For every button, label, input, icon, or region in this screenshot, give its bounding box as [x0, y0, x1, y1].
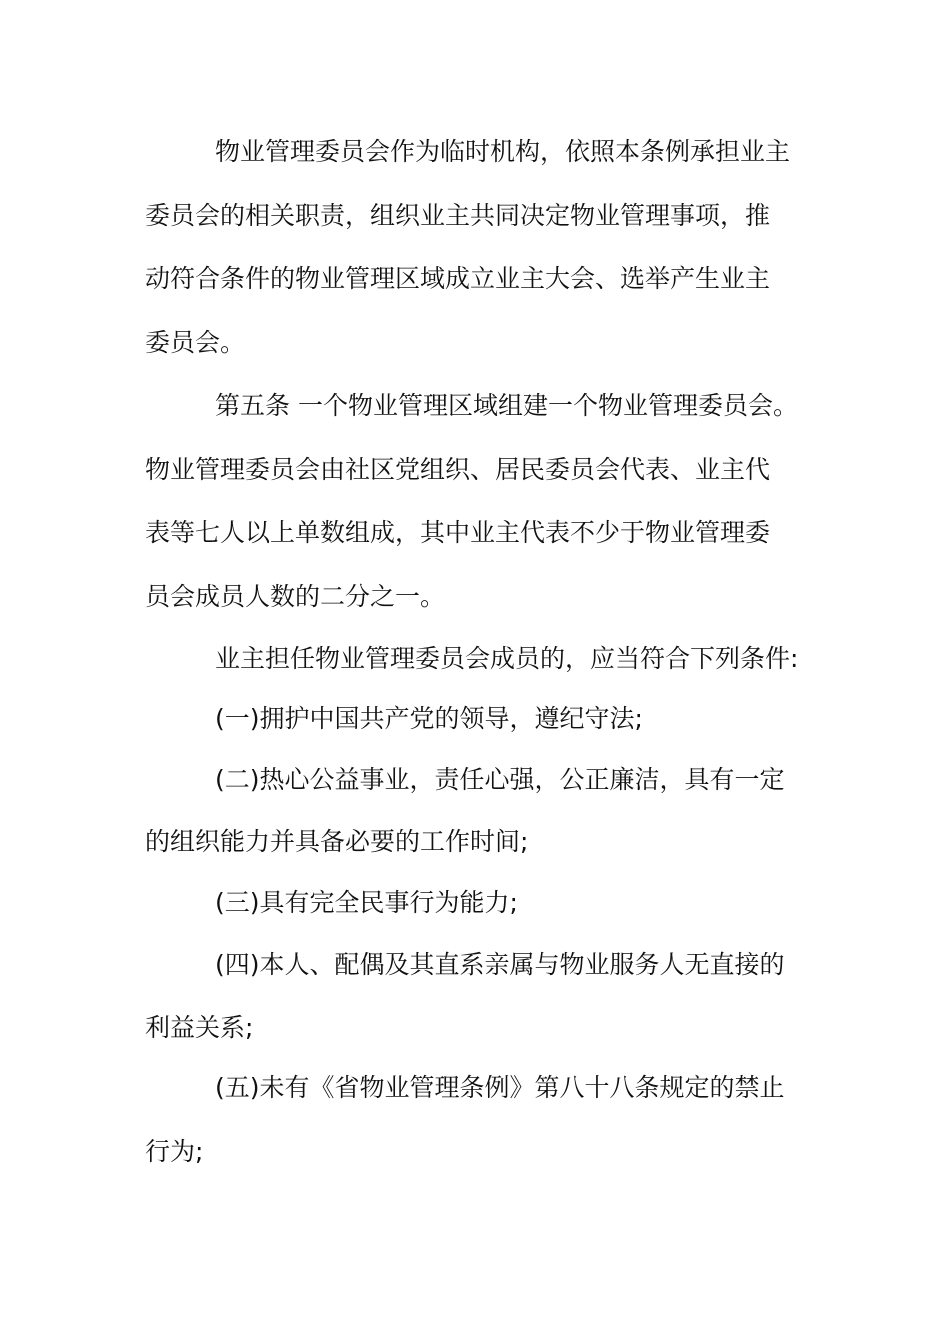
paragraph-line: 员会成员人数的二分之一。 [145, 582, 446, 611]
list-item-continuation: 的组织能力并具备必要的工作时间; [145, 827, 529, 856]
paragraph-line: 物业管理委员会作为临时机构，依照本条例承担业主 [215, 137, 791, 166]
paragraph-line: 委员会。 [145, 328, 246, 357]
list-item-continuation: 行为; [145, 1137, 204, 1166]
paragraph-line: 表等七人以上单数组成，其中业主代表不少于物业管理委 [145, 518, 771, 547]
paragraph-line: 动符合条件的物业管理区域成立业主大会、选举产生业主 [145, 264, 771, 293]
list-item: (一)拥护中国共产党的领导，遵纪守法; [215, 704, 643, 733]
list-item: (三)具有完全民事行为能力; [215, 888, 518, 917]
list-item: (四)本人、配偶及其直系亲属与物业服务人无直接的 [215, 950, 785, 979]
paragraph-line: 业主担任物业管理委员会成员的，应当符合下列条件: [215, 644, 799, 673]
list-item: (五)未有《省物业管理条例》第八十八条规定的禁止 [215, 1073, 785, 1102]
list-item-continuation: 利益关系; [145, 1013, 254, 1042]
paragraph-line: 物业管理委员会由社区党组织、居民委员会代表、业主代 [145, 455, 771, 484]
paragraph-line: 委员会的相关职责，组织业主共同决定物业管理事项，推 [145, 201, 771, 230]
article-heading-line: 第五条 一个物业管理区域组建一个物业管理委员会。 [215, 391, 798, 420]
list-item: (二)热心公益事业，责任心强，公正廉洁，具有一定 [215, 765, 785, 794]
